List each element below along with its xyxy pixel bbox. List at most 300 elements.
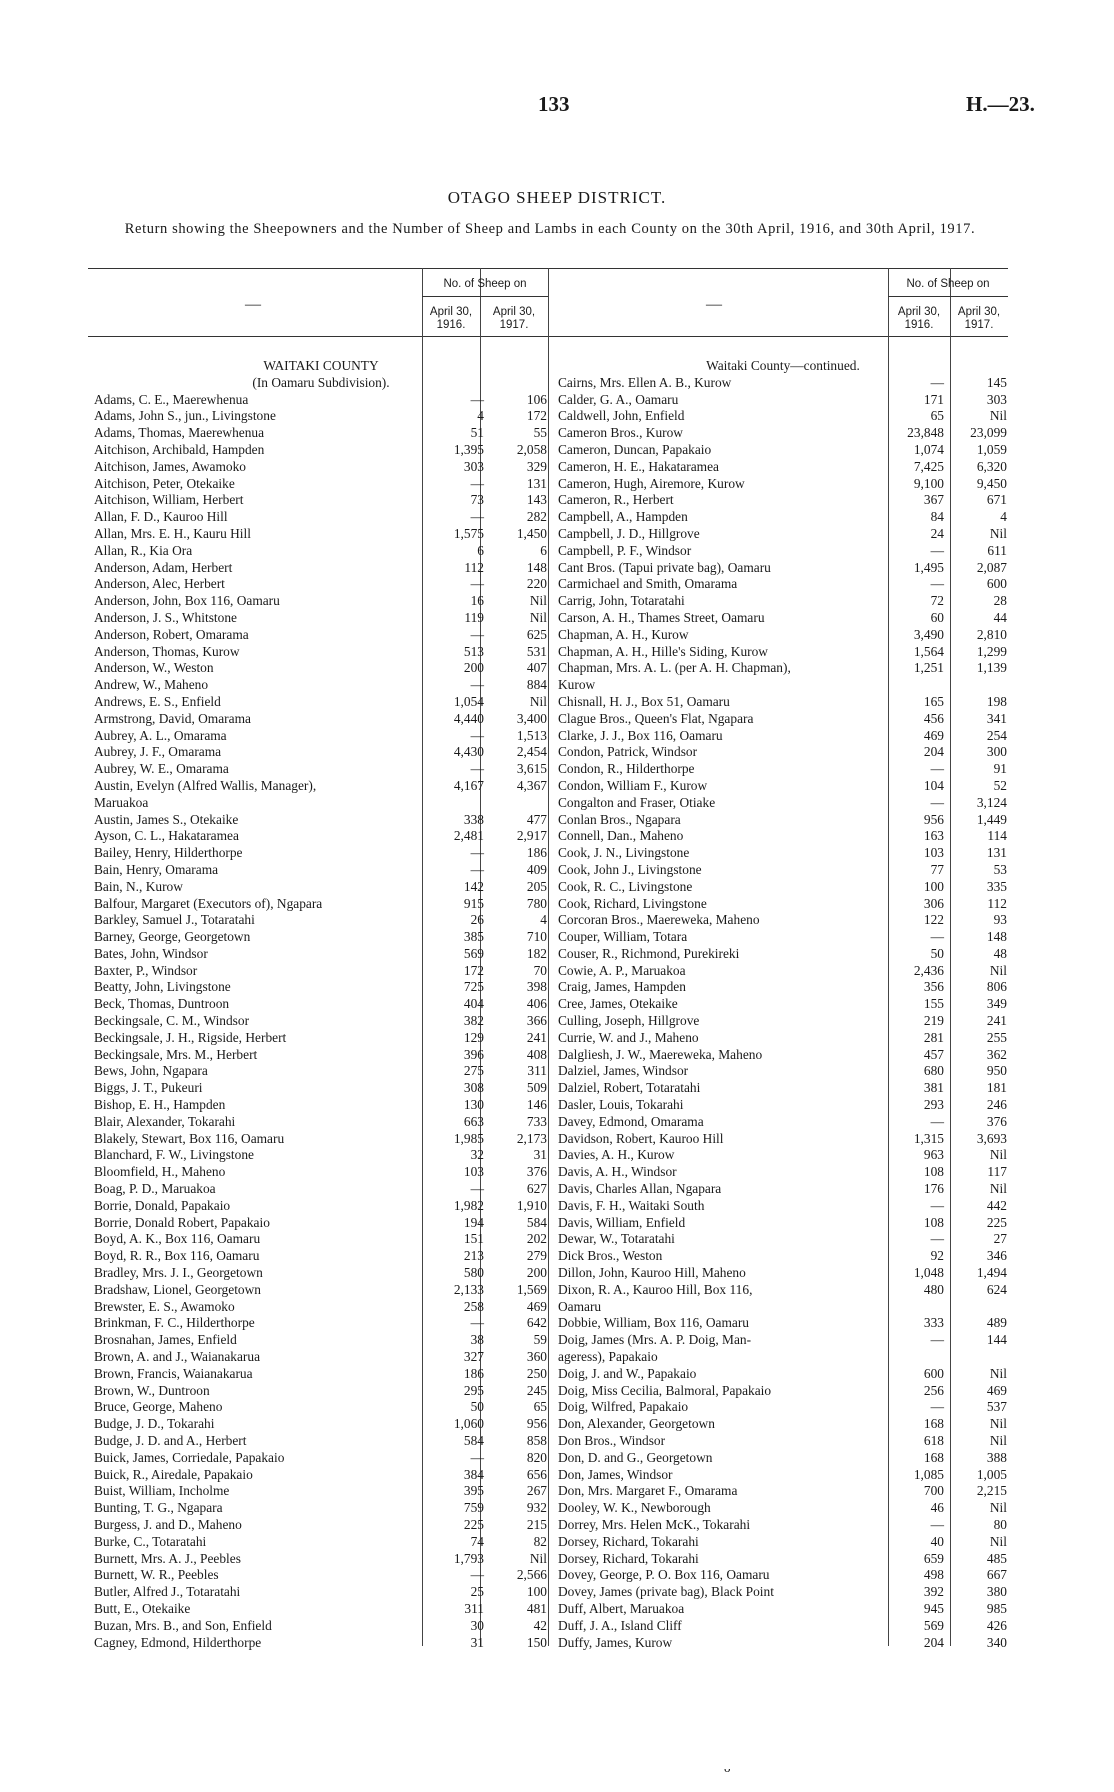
sheep-count-1916: 659 [923, 1550, 944, 1566]
group-header-rule [888, 296, 1008, 297]
section-heading: Waitaki County—continued. [706, 358, 860, 373]
table-row [558, 912, 1008, 929]
table-row [558, 1198, 1008, 1215]
sheep-count-1916: 498 [923, 1567, 944, 1583]
owner-name: Anderson, Alec, Herbert [94, 576, 225, 592]
table-row [94, 1467, 548, 1484]
owner-name: Andrews, E. S., Enfield [94, 693, 221, 709]
owner-name: Campbell, J. D., Hillgrove [558, 525, 700, 541]
table-row [94, 627, 548, 644]
owner-name: Chapman, A. H., Kurow [558, 626, 689, 642]
table-row [558, 744, 1008, 761]
owner-name: Brown, W., Duntroon [94, 1382, 210, 1398]
sheep-count-1916: 130 [463, 1097, 484, 1113]
sheep-count-1917: 388 [986, 1449, 1007, 1465]
owner-name: Brinkman, F. C., Hilderthorpe [94, 1315, 255, 1331]
table-row [558, 963, 1008, 980]
owner-name: Bradley, Mrs. J. I., Georgetown [94, 1265, 263, 1281]
sheep-count-1916: 1,793 [453, 1550, 484, 1566]
owner-name: Dalziel, James, Windsor [558, 1063, 689, 1079]
sheep-count-1917: 362 [986, 1046, 1007, 1062]
blank-column-header: — [245, 296, 261, 313]
sheep-count-1916: 281 [923, 1029, 944, 1045]
owner-name: Chapman, Mrs. A. L. (per A. H. Chapman), [558, 660, 791, 676]
sheep-count-1916: 384 [463, 1466, 484, 1482]
owner-name: Currie, W. and J., Maheno [558, 1029, 699, 1045]
owner-name: Don, D. and G., Georgetown [558, 1449, 713, 1465]
sheep-count-1917: 481 [526, 1600, 547, 1616]
sheep-count-1917: 267 [526, 1483, 547, 1499]
table-row [94, 1349, 548, 1366]
table-row [558, 1299, 1008, 1316]
owner-name: Aitchison, William, Herbert [94, 492, 244, 508]
sheep-count-1916: 92 [930, 1248, 944, 1264]
table-row [558, 1534, 1008, 1551]
owner-name: Brown, Francis, Waianakarua [94, 1365, 253, 1381]
owner-name: Adams, Thomas, Maerewhenua [94, 425, 265, 441]
sheep-count-1916: — [470, 626, 484, 642]
sheep-count-1917: 1,005 [976, 1466, 1007, 1482]
left-entry-list [94, 358, 548, 1651]
owner-name: Anderson, J. S., Whitstone [94, 609, 237, 625]
group-column-header: No. of Sheep on [443, 278, 527, 290]
owner-name: Baxter, P., Windsor [94, 962, 198, 978]
sheep-count-1917: 1,059 [976, 441, 1007, 457]
owner-name: Dick Bros., Weston [558, 1248, 663, 1264]
sheep-count-1916: 759 [463, 1500, 484, 1516]
table-row [558, 1063, 1008, 1080]
sheep-count-1916: 104 [923, 777, 944, 793]
sheep-count-1917: Nil [989, 1181, 1007, 1197]
sheep-count-1916: 151 [463, 1231, 484, 1247]
sheep-count-1916: 469 [923, 727, 944, 743]
sheep-count-1917: 4,367 [516, 777, 547, 793]
sheep-count-1917: 65 [533, 1399, 547, 1415]
sheep-count-1917: 100 [526, 1584, 547, 1600]
sheep-count-1916: 46 [930, 1500, 944, 1516]
table-row [94, 1399, 548, 1416]
sheep-count-1917: 225 [986, 1214, 1007, 1230]
table-row [94, 1584, 548, 1601]
sheep-count-1917: 27 [993, 1231, 1007, 1247]
sheep-count-1917: 186 [526, 845, 547, 861]
table-row [94, 425, 548, 442]
table-row [94, 1013, 548, 1030]
sheep-count-1917: 55 [533, 425, 547, 441]
sheep-count-1917: 146 [526, 1097, 547, 1113]
group-header-rule [422, 296, 548, 297]
table-row [94, 1635, 548, 1652]
sheep-count-1917: 2,566 [516, 1567, 547, 1583]
owner-name: Butler, Alfred J., Totaratahi [94, 1584, 241, 1600]
owner-name: Bunting, T. G., Ngapara [94, 1500, 223, 1516]
owner-name: Maruakoa [94, 794, 149, 810]
table-row [558, 492, 1008, 509]
sheep-count-1917: 255 [986, 1029, 1007, 1045]
sheep-count-1917: Nil [989, 1416, 1007, 1432]
table-row [94, 1483, 548, 1500]
sheep-count-1916: — [470, 845, 484, 861]
owner-name: Beatty, John, Livingstone [94, 979, 231, 995]
table-row [94, 1618, 548, 1635]
owner-name: Congalton and Fraser, Otiake [558, 794, 716, 810]
owner-name: ageress), Papakaio [558, 1349, 658, 1365]
table-row [94, 543, 548, 560]
table-row [558, 828, 1008, 845]
table-row [94, 1097, 548, 1114]
owner-name: Don Bros., Windsor [558, 1433, 666, 1448]
owner-name: Couper, William, Totara [558, 929, 688, 945]
table-row [558, 392, 1008, 409]
sheep-count-1916: 165 [923, 693, 944, 709]
owner-name: Dovey, James (private bag), Black Point [558, 1584, 774, 1600]
sheep-count-1917: 6 [540, 542, 547, 558]
sheep-count-1916: 1,575 [453, 525, 484, 541]
table-row [94, 744, 548, 761]
sheep-count-1916: 275 [463, 1063, 484, 1079]
table-row [94, 560, 548, 577]
table-row [94, 660, 548, 677]
owner-name: Duffy, James, Kurow [558, 1634, 673, 1650]
owner-name: Budge, J. D. and A., Herbert [94, 1433, 247, 1448]
table-row [558, 644, 1008, 661]
sheep-count-1916: 385 [463, 929, 484, 945]
table-row [94, 1299, 548, 1316]
document-subtitle: Return showing the Sheepowners and the Number of Sheep and Lambs in each County on the 30th April, 1916, and 30th April, 1917. [124, 221, 976, 237]
owner-name: Doig, Miss Cecilia, Balmoral, Papakaio [558, 1382, 772, 1398]
sheep-count-1917: 1,910 [516, 1197, 547, 1213]
table-row [94, 1383, 548, 1400]
owner-name: Bain, Henry, Omarama [94, 861, 219, 877]
owner-name: Borrie, Donald Robert, Papakaio [94, 1214, 270, 1230]
owner-name: Cree, James, Otekaike [558, 996, 678, 1012]
sheep-count-1917: 1,299 [976, 643, 1007, 659]
owner-name: Davies, A. H., Kurow [558, 1147, 675, 1163]
owner-name: Dillon, John, Kauroo Hill, Maheno [558, 1265, 746, 1281]
sheep-count-1916: — [930, 576, 944, 592]
table-row [94, 677, 548, 694]
sheep-count-1917: 205 [526, 878, 547, 894]
sheep-count-1917: 52 [993, 777, 1007, 793]
sheep-count-1916: — [930, 542, 944, 558]
table-row [94, 1181, 548, 1198]
sheep-count-1916: — [470, 677, 484, 693]
sheep-count-1916: 1,564 [913, 643, 944, 659]
sheep-count-1916: 256 [923, 1382, 944, 1398]
sheep-count-1916: 2,436 [913, 962, 944, 978]
sheep-count-1917: 114 [987, 828, 1007, 844]
table-row [94, 1601, 548, 1618]
sheep-count-1917: 950 [986, 1063, 1007, 1079]
sheep-count-1917: 241 [526, 1029, 547, 1045]
sheep-count-1917: 600 [986, 576, 1007, 592]
table-row [94, 576, 548, 593]
table-row [94, 979, 548, 996]
owner-name: Cowie, A. P., Maruakoa [558, 962, 686, 978]
owner-name: Dorsey, Richard, Tokarahi [558, 1533, 699, 1549]
sheep-count-1916: 26 [470, 912, 484, 928]
table-row [558, 896, 1008, 913]
sheep-count-1917: Nil [989, 408, 1007, 424]
sheep-count-1916: 258 [463, 1298, 484, 1314]
table-row [94, 795, 548, 812]
sheep-count-1917: Nil [989, 1365, 1007, 1381]
owner-name: Cairns, Mrs. Ellen A. B., Kurow [558, 374, 732, 390]
sheep-count-1916: 103 [923, 845, 944, 861]
sheep-count-1917: 884 [526, 677, 547, 693]
sheep-count-1917: 409 [526, 861, 547, 877]
table-row [558, 375, 1008, 392]
sheep-count-1917: 329 [526, 458, 547, 474]
sheep-count-1916: 219 [923, 1013, 944, 1029]
owner-name: Cameron, H. E., Hakataramea [558, 458, 719, 474]
sheep-count-1916: 129 [463, 1029, 484, 1045]
table-row [94, 845, 548, 862]
table-row [558, 610, 1008, 627]
sheep-count-1916: 2,481 [453, 828, 484, 844]
sheep-count-1916: 72 [930, 593, 944, 609]
table-row [558, 593, 1008, 610]
owner-name: Burnett, Mrs. A. J., Peebles [94, 1550, 241, 1566]
sheep-count-1916: 456 [923, 710, 944, 726]
table-row [558, 1366, 1008, 1383]
table-row [94, 879, 548, 896]
sheep-count-1916: 725 [463, 979, 484, 995]
table-row [558, 1248, 1008, 1265]
sheep-count-1916: 956 [923, 811, 944, 827]
sheep-count-1917: 349 [986, 996, 1007, 1012]
owner-name: Bates, John, Windsor [94, 945, 208, 961]
owner-name: Burgess, J. and D., Maheno [94, 1516, 242, 1532]
owner-name: Duff, J. A., Island Cliff [558, 1617, 682, 1633]
sheep-count-1916: — [930, 1332, 944, 1348]
sheep-count-1917: 380 [986, 1584, 1007, 1600]
sheep-count-1916: — [930, 1113, 944, 1129]
table-row [558, 1282, 1008, 1299]
sheep-count-1917: 70 [533, 962, 547, 978]
owner-name: Adams, John S., jun., Livingstone [94, 408, 276, 424]
sheep-count-1916: 945 [923, 1600, 944, 1616]
sheep-count-1917: 406 [526, 996, 547, 1012]
owner-name: Doig, James (Mrs. A. P. Doig, Man- [558, 1332, 752, 1348]
sheep-count-1917: 106 [526, 391, 547, 407]
table-row [94, 946, 548, 963]
sheep-count-1916: 618 [923, 1433, 944, 1448]
sheep-count-1917: 398 [526, 979, 547, 995]
sheep-count-1916: 915 [463, 895, 484, 911]
sheep-count-1916: 569 [923, 1617, 944, 1633]
table-row [558, 1601, 1008, 1618]
owner-name: Don, Alexander, Georgetown [558, 1416, 715, 1432]
owner-name: Doig, J. and W., Papakaio [558, 1365, 697, 1381]
sheep-count-1917: 469 [986, 1382, 1007, 1398]
table-row [94, 392, 548, 409]
table-row [94, 1114, 548, 1131]
column-header-1916: April 30, 1916. [897, 306, 941, 331]
owner-name: Boag, P. D., Maruakoa [94, 1181, 216, 1197]
owner-name: Condon, Patrick, Windsor [558, 744, 698, 760]
sheep-count-1917: 537 [986, 1399, 1007, 1415]
owner-name: Adams, C. E., Maerewhenua [94, 391, 249, 407]
sheep-count-1917: 93 [993, 912, 1007, 928]
table-row [94, 778, 548, 795]
owner-name: Davidson, Robert, Kauroo Hill [558, 1130, 724, 1146]
table-row [94, 1500, 548, 1517]
sheep-count-1917: 91 [993, 761, 1007, 777]
owner-name: Duff, Albert, Maruakoa [558, 1600, 685, 1616]
sheep-count-1916: 295 [463, 1382, 484, 1398]
sheep-count-1917: Nil [529, 1550, 547, 1566]
sheep-count-1916: 30 [470, 1617, 484, 1633]
sheep-count-1917: 200 [526, 1265, 547, 1281]
table-row [94, 812, 548, 829]
sheep-count-1916: 119 [464, 609, 484, 625]
sheep-count-1916: — [470, 391, 484, 407]
sheep-count-1917: Nil [529, 693, 547, 709]
sheep-count-1917: 250 [526, 1365, 547, 1381]
sheep-count-1917: 489 [986, 1315, 1007, 1331]
sheep-count-1917: 202 [526, 1231, 547, 1247]
owner-name: Davis, F. H., Waitaki South [558, 1197, 705, 1213]
owner-name: Boyd, A. K., Box 116, Oamaru [94, 1231, 261, 1247]
sheep-count-1917: Nil [989, 1147, 1007, 1163]
table-row [558, 1164, 1008, 1181]
sheep-count-1916: 9,100 [913, 475, 944, 491]
document-reference: H.—23. [966, 92, 1035, 116]
table-row [558, 979, 1008, 996]
table-row [558, 711, 1008, 728]
sheep-count-1916: — [930, 1516, 944, 1532]
table-row [558, 660, 1008, 677]
sheep-count-1916: 16 [470, 593, 484, 609]
sheep-count-1917: 956 [526, 1416, 547, 1432]
table-row [94, 1366, 548, 1383]
sheep-count-1916: 168 [923, 1449, 944, 1465]
sheep-count-1917: 220 [526, 576, 547, 592]
sheep-count-1916: — [470, 475, 484, 491]
sheep-count-1917: 4 [540, 912, 547, 928]
sheep-count-1916: 172 [463, 962, 484, 978]
owner-name: Dovey, George, P. O. Box 116, Oamaru [558, 1567, 770, 1583]
sheep-count-1917: 3,124 [976, 794, 1007, 810]
sheep-count-1916: 584 [463, 1433, 484, 1448]
table-row [558, 1080, 1008, 1097]
owner-name: Brewster, E. S., Awamoko [94, 1298, 235, 1314]
sheep-count-1916: 103 [463, 1164, 484, 1180]
owner-name: Davis, William, Enfield [558, 1214, 686, 1230]
sheep-count-1916: 112 [464, 559, 484, 575]
sheep-count-1917: 3,693 [976, 1130, 1007, 1146]
sheep-count-1916: 50 [930, 945, 944, 961]
owner-name: Anderson, Adam, Herbert [94, 559, 233, 575]
sheep-count-1917: 2,058 [516, 441, 547, 457]
owner-name: Aubrey, A. L., Omarama [94, 727, 227, 743]
owner-name: Chisnall, H. J., Box 51, Oamaru [558, 693, 730, 709]
sheep-count-1917: Nil [989, 525, 1007, 541]
table-row [558, 1450, 1008, 1467]
sheep-count-1917: 143 [526, 492, 547, 508]
table-row [558, 1315, 1008, 1332]
owner-name: Beckingsale, Mrs. M., Herbert [94, 1046, 258, 1062]
owner-name: Davis, A. H., Windsor [558, 1164, 677, 1180]
owner-name: Buist, William, Incholme [94, 1483, 230, 1499]
sheep-count-1917: 131 [986, 845, 1007, 861]
owner-name: Cant Bros. (Tapui private bag), Oamaru [558, 559, 771, 575]
sheep-count-1916: 204 [923, 744, 944, 760]
owner-name: Austin, James S., Otekaike [94, 811, 239, 827]
sheep-count-1916: 6 [477, 542, 484, 558]
sheep-count-1916: — [470, 1449, 484, 1465]
sheep-count-1916: 396 [463, 1046, 484, 1062]
sheep-count-1916: — [930, 761, 944, 777]
sheep-count-1917: Nil [989, 1533, 1007, 1549]
sheep-count-1916: 3,490 [913, 626, 944, 642]
sheep-count-1916: 1,982 [453, 1197, 484, 1213]
sheep-count-1917: 733 [526, 1113, 547, 1129]
owner-name: Ayson, C. L., Hakataramea [94, 828, 239, 844]
owner-name: Barney, George, Georgetown [94, 929, 251, 945]
sheep-count-1916: — [930, 1399, 944, 1415]
sheep-count-1916: 84 [930, 509, 944, 525]
sheep-count-1916: 200 [463, 660, 484, 676]
sheep-count-1916: 1,315 [913, 1130, 944, 1146]
table-row [558, 1399, 1008, 1416]
sheep-count-1917: 624 [986, 1281, 1007, 1297]
owner-name: Aitchison, Peter, Otekaike [94, 475, 235, 491]
sheep-count-1917: 311 [527, 1063, 547, 1079]
sheep-count-1917: 584 [526, 1214, 547, 1230]
sheep-count-1916: 77 [930, 861, 944, 877]
owner-name: Buick, James, Corriedale, Papakaio [94, 1449, 285, 1465]
table-row [558, 509, 1008, 526]
sheep-count-1916: 65 [930, 408, 944, 424]
sheep-count-1916: 680 [923, 1063, 944, 1079]
sheep-count-1917: 642 [526, 1315, 547, 1331]
owner-name: Armstrong, David, Omarama [94, 710, 251, 726]
sheep-count-1916: 4,430 [453, 744, 484, 760]
table-row [558, 929, 1008, 946]
owner-name: Clague Bros., Queen's Flat, Ngapara [558, 710, 754, 726]
sheep-count-1917: 671 [986, 492, 1007, 508]
sheep-count-1916: — [470, 1567, 484, 1583]
sheep-count-1916: 333 [923, 1315, 944, 1331]
sheep-count-1917: 53 [993, 861, 1007, 877]
table-row [558, 677, 1008, 694]
table-row [558, 1433, 1008, 1450]
table-row [94, 1030, 548, 1047]
sheep-count-1917: 985 [986, 1600, 1007, 1616]
sheep-count-1917: 3,615 [516, 761, 547, 777]
sheep-count-1916: — [930, 929, 944, 945]
sheep-count-1916: 1,495 [913, 559, 944, 575]
sheep-count-1917: 408 [526, 1046, 547, 1062]
sheep-count-1917: 6,320 [976, 458, 1007, 474]
table-row [94, 1567, 548, 1584]
sheep-count-1916: 963 [923, 1147, 944, 1163]
sheep-count-1917: 376 [986, 1113, 1007, 1129]
sheep-count-1917: 246 [986, 1097, 1007, 1113]
owner-name: Cameron Bros., Kurow [558, 425, 683, 441]
right-entry-list [558, 358, 1008, 1651]
table-row [94, 1450, 548, 1467]
sheep-count-1917: 80 [993, 1516, 1007, 1532]
sheep-count-1916: 1,395 [453, 441, 484, 457]
sheep-count-1916: 311 [464, 1600, 484, 1616]
table-row [558, 862, 1008, 879]
sheep-count-1917: Nil [989, 1500, 1007, 1516]
table-row [558, 1181, 1008, 1198]
sheep-count-1916: — [930, 1197, 944, 1213]
